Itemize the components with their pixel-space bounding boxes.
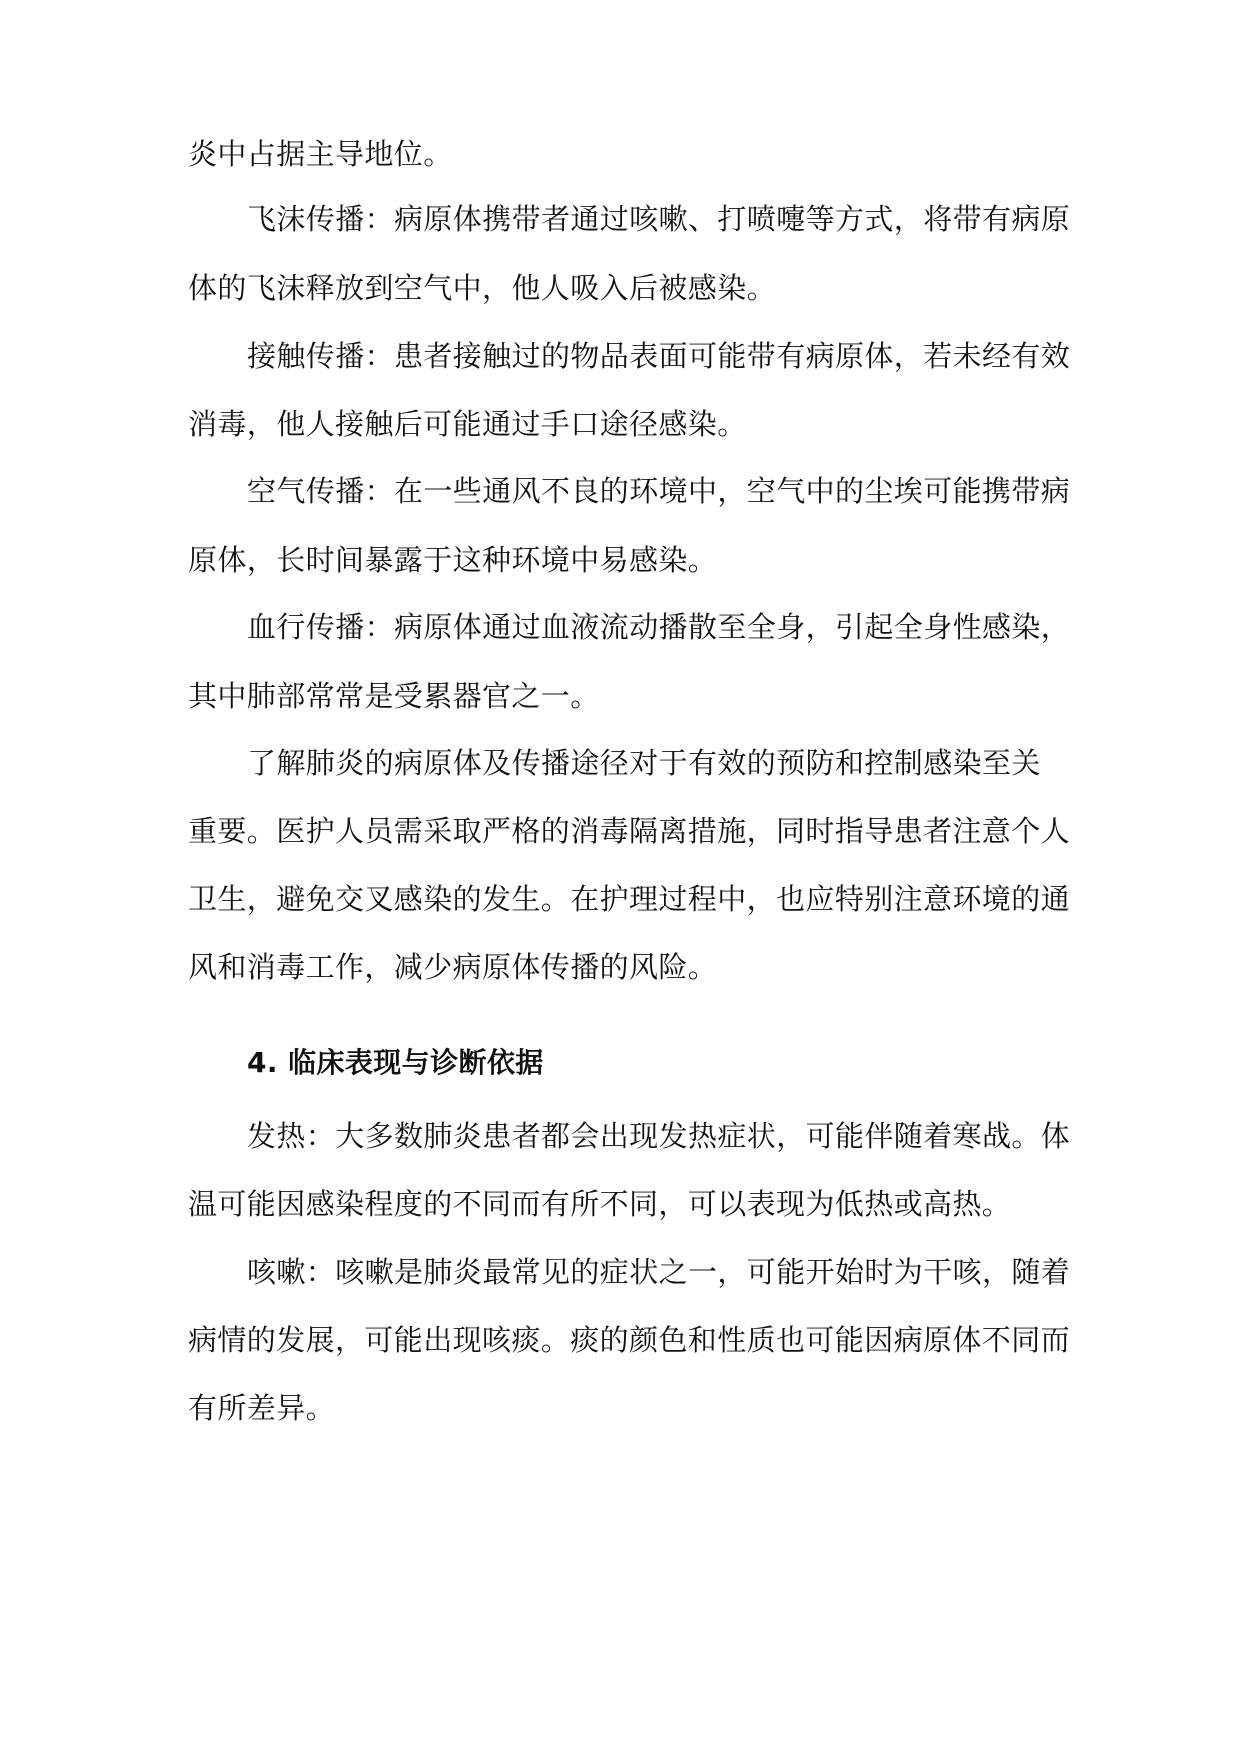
paragraph-line: 炎中占据主导地位。	[188, 137, 453, 171]
paragraph-line: 有所差异。	[188, 1391, 336, 1425]
paragraph-line: 风和消毒工作，减少病原体传播的风险。	[188, 950, 718, 984]
paragraph-line: 温可能因感染程度的不同而有所不同，可以表现为低热或高热。	[188, 1187, 1012, 1221]
paragraph-line: 原体，长时间暴露于这种环境中易感染。	[188, 543, 718, 577]
paragraph-line: 病情的发展，可能出现咳痰。痰的颜色和性质也可能因病原体不同而	[188, 1323, 1071, 1357]
paragraph-line: 飞沫传播：病原体携带者通过咳嗽、打喷嚏等方式，将带有病原	[247, 202, 1071, 236]
paragraph-line: 空气传播：在一些通风不良的环境中，空气中的尘埃可能携带病	[247, 474, 1071, 508]
paragraph-line: 血行传播：病原体通过血液流动播散至全身，引起全身性感染，	[247, 610, 1071, 644]
paragraph-line: 体的飞沫释放到空气中，他人吸入后被感染。	[188, 271, 777, 305]
paragraph-line: 重要。医护人员需采取严格的消毒隔离措施，同时指导患者注意个人	[188, 814, 1071, 848]
paragraph-line: 卫生，避免交叉感染的发生。在护理过程中，也应特别注意环境的通	[188, 882, 1071, 916]
section-heading: 4. 临床表现与诊断依据	[247, 1046, 544, 1079]
paragraph-line: 咳嗽：咳嗽是肺炎最常见的症状之一，可能开始时为干咳，随着	[247, 1255, 1071, 1289]
paragraph-line: 消毒，他人接触后可能通过手口途径感染。	[188, 407, 747, 441]
paragraph-line: 发热：大多数肺炎患者都会出现发热症状，可能伴随着寒战。体	[247, 1119, 1071, 1153]
paragraph-line: 其中肺部常常是受累器官之一。	[188, 679, 600, 713]
paragraph-line: 了解肺炎的病原体及传播途径对于有效的预防和控制感染至关	[247, 746, 1041, 780]
paragraph-line: 接触传播：患者接触过的物品表面可能带有病原体，若未经有效	[247, 339, 1071, 373]
